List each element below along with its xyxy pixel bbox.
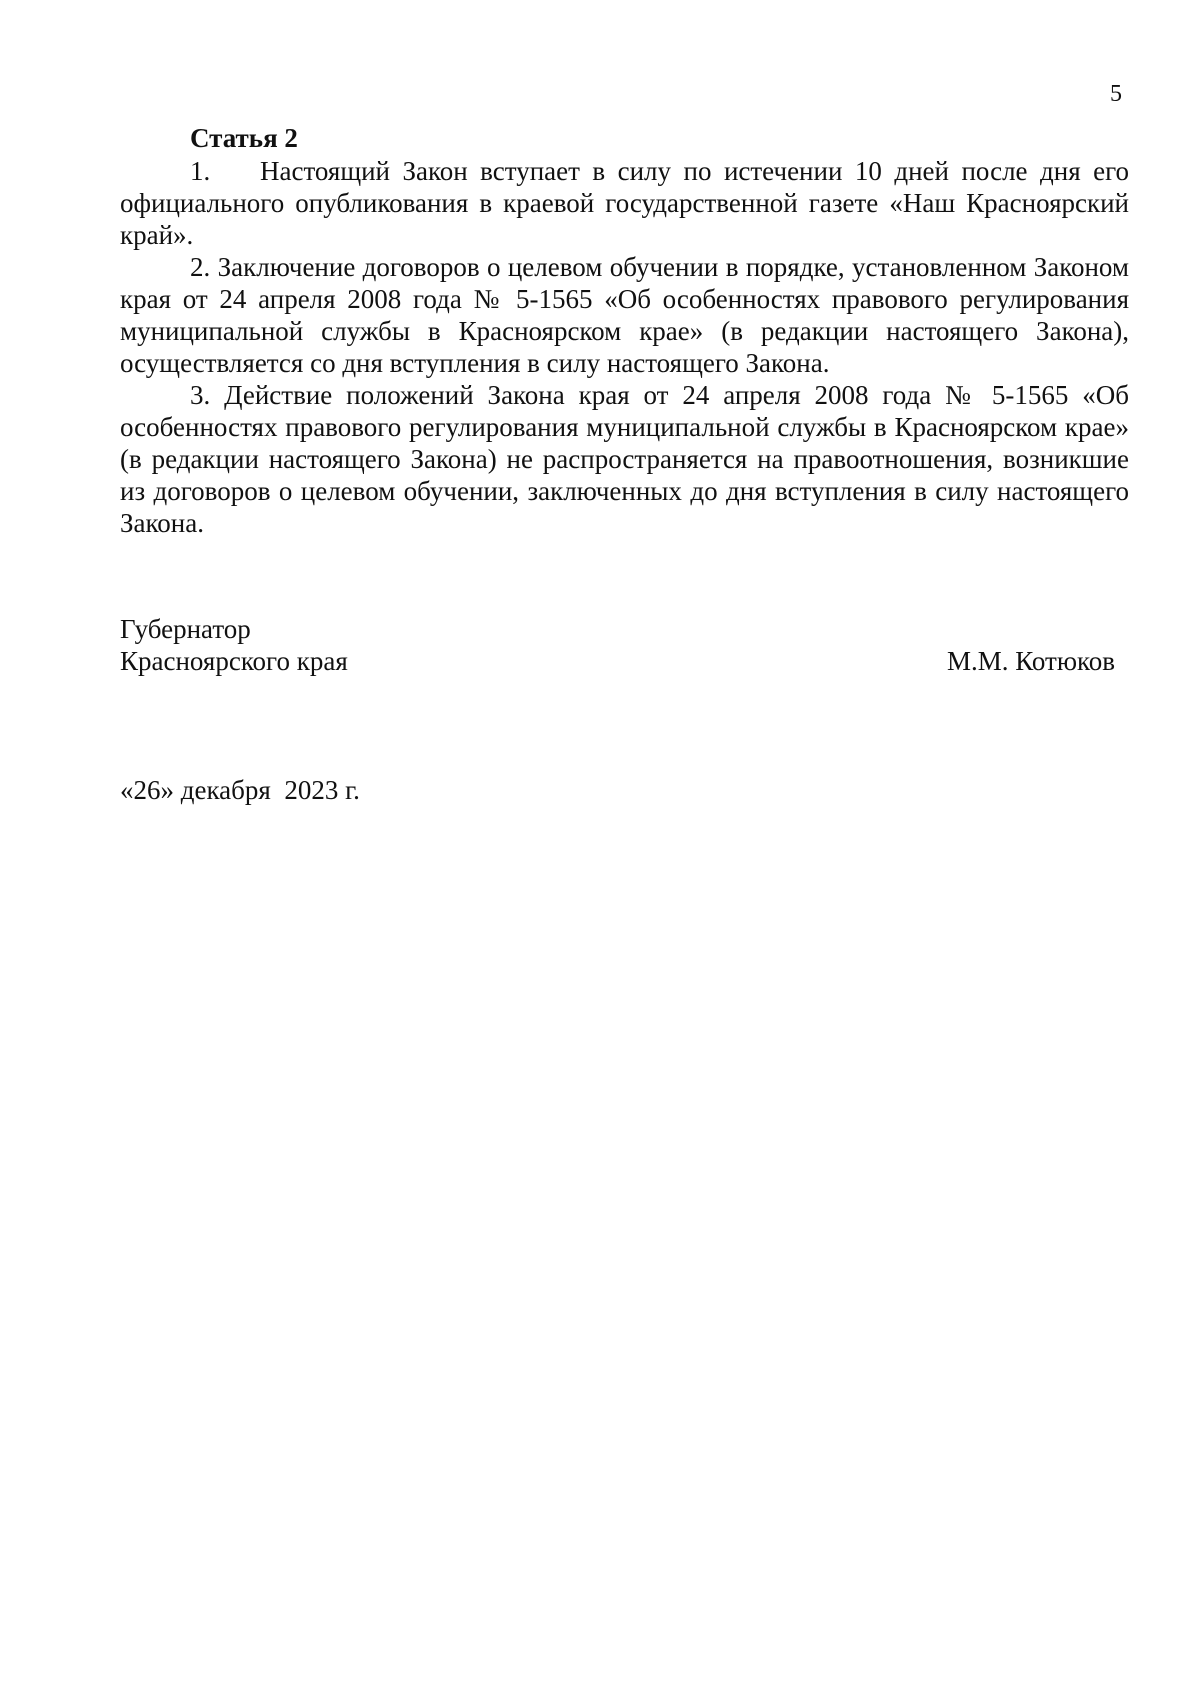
article-paragraph-2: 2. Заключение договоров о целевом обучении в порядке, установленном Законом края от 24 апреля 2008 года № 5-1565 «Об особенностях правового регулирования муниципальной службы в Красноярском крае» (в редакции настоящего Закона), осуществляется со дня вступления в силу настоящего Закона. — [120, 252, 1129, 378]
signatory-name: М.М. Котюков — [946, 646, 1115, 676]
signature-position-line-1 — [120, 613, 1115, 645]
signature-position-region: Красноярского края — [120, 646, 348, 676]
article-section — [120, 122, 1129, 539]
page-number: 5 — [1110, 81, 1122, 107]
paragraph-number: 1. — [190, 156, 211, 186]
article-paragraph-3: 3. Действие положений Закона края от 24 апреля 2008 года № 5-1565 «Об особенностях правового регулирования муниципальной службы в Красноярском крае» (в редакции настоящего Закона) не распространяется на правоотношения, возникшие из договоров о целевом обучении, заключенных до дня вступления в силу настоящего Закона. — [120, 380, 1129, 538]
signature-position-title: Губернатор — [120, 614, 251, 644]
article-paragraph-1 — [120, 155, 1129, 251]
signature-position-line-2 — [120, 645, 1115, 677]
article-title: Статья 2 — [190, 123, 298, 153]
signature-block — [120, 613, 1115, 677]
paragraph-text: Настоящий Закон вступает в силу по истечении 10 дней после дня его официального опубликования в краевой государственной газете «Наш Красноярский край». — [120, 156, 1129, 250]
document-date: «26» декабря 2023 г. — [120, 775, 360, 805]
